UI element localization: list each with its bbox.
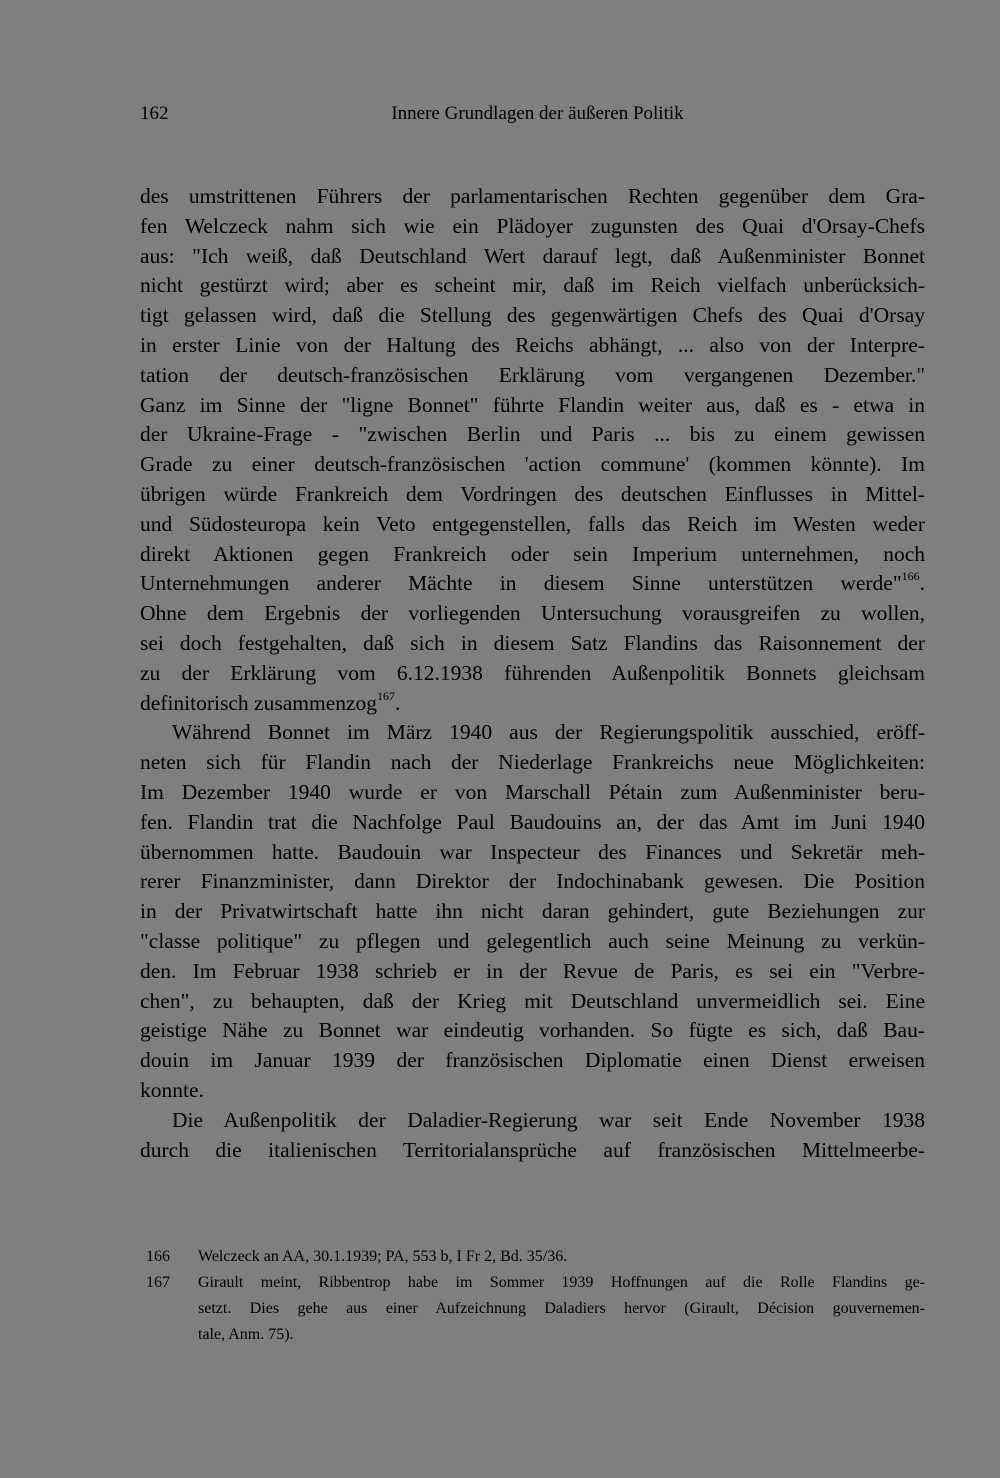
- text-line: Grade zu einer deutsch-französischen 'action commune' (kommen könnte). Im: [140, 452, 925, 477]
- paragraph-start: Während Bonnet im März 1940 aus der Regierungspolitik ausschied, eröff-: [172, 720, 925, 745]
- text-line: aus: "Ich weiß, daß Deutschland Wert darauf legt, daß Außenminister Bonnet: [140, 243, 925, 268]
- text-line: Unternehmungen anderer Mächte in diesem Sinne unterstützen werde": [140, 571, 902, 596]
- text-line: direkt Aktionen gegen Frankreich oder sein Imperium unternehmen, noch: [140, 541, 925, 566]
- text-line: Im Dezember 1940 wurde er von Marschall Pétain zum Außenminister beru-: [140, 779, 925, 804]
- text-line: definitorisch zusammenzog: [140, 690, 378, 715]
- text-line: Ohne dem Ergebnis der vorliegenden Untersuchung vorausgreifen zu wollen,: [140, 601, 925, 626]
- text-line-with-note-167: [140, 689, 925, 719]
- paragraph-start: Die Außenpolitik der Daladier-Regierung war seit Ende November 1938: [172, 1107, 925, 1132]
- footnote-166: [140, 1244, 925, 1270]
- footnote-number: 166: [146, 1248, 170, 1265]
- text-line: übernommen hatte. Baudouin war Inspecteur des Finances und Sekretär meh-: [140, 839, 925, 864]
- page-header: [140, 103, 925, 129]
- text-line: geistige Nähe zu Bonnet war eindeutig vorhanden. So fügte es sich, daß Bau-: [140, 1018, 925, 1043]
- footnote-line: Girault meint, Ribbentrop habe im Sommer 1939 Hoffnungen auf die Rolle Flandins ge-: [198, 1274, 925, 1291]
- text-line: in erster Linie von der Haltung des Reichs abhängt, ... also von der Interpre-: [140, 332, 925, 357]
- text-line: tation der deutsch-französischen Erklärung vom vergangenen Dezember.": [140, 362, 925, 387]
- footnotes: [140, 1244, 925, 1348]
- text-line: in der Privatwirtschaft hatte ihn nicht daran gehindert, gute Beziehungen zur: [140, 899, 925, 924]
- footnote-ref-166: 166: [901, 569, 920, 584]
- text-line: zu der Erklärung vom 6.12.1938 führenden Außenpolitik Bonnets gleichsam: [140, 660, 925, 685]
- text-line: douin im Januar 1939 der französischen Diplomatie einen Dienst erweisen: [140, 1048, 925, 1073]
- text-line: rerer Finanzminister, dann Direktor der Indochinabank gewesen. Die Position: [140, 869, 925, 894]
- text-line: tigt gelassen wird, daß die Stellung des gegenwärtigen Chefs des Quai d'Orsay: [140, 303, 925, 328]
- line-end-period: .: [395, 690, 401, 715]
- text-line: fen Welczeck nahm sich wie ein Plädoyer zugunsten des Quai d'Orsay-Chefs: [140, 213, 925, 238]
- running-title: Innere Grundlagen der äußeren Politik: [391, 103, 684, 124]
- text-line: der Ukraine-Frage - "zwischen Berlin und Paris ... bis zu einem gewissen: [140, 422, 925, 447]
- text-line: den. Im Februar 1938 schrieb er in der Revue de Paris, es sei ein "Verbre-: [140, 958, 925, 983]
- text-line: des umstrittenen Führers der parlamentarischen Rechten gegenüber dem Gra-: [140, 184, 925, 208]
- footnote-line: Welczeck an AA, 30.1.1939; PA, 553 b, I Fr 2, Bd. 35/36.: [198, 1248, 568, 1265]
- footnote-line: setzt. Dies gehe aus einer Aufzeichnung Daladiers hervor (Girault, Décision gouvernemen-: [198, 1300, 925, 1317]
- text-line: sei doch festgehalten, daß sich in diesem Satz Flandins das Raisonnement der: [140, 630, 925, 655]
- text-line: "classe politique" zu pflegen und gelegentlich auch seine Meinung zu verkün-: [140, 928, 925, 953]
- body-text: [140, 182, 925, 1165]
- text-line: übrigen würde Frankreich dem Vordringen des deutschen Einflusses in Mittel-: [140, 481, 925, 506]
- text-line: fen. Flandin trat die Nachfolge Paul Baudouins an, der das Amt im Juni 1940: [140, 809, 925, 834]
- text-line: neten sich für Flandin nach der Niederlage Frankreichs neue Möglichkeiten:: [140, 750, 925, 775]
- footnote-number: 167: [146, 1274, 170, 1291]
- text-line: chen", zu behaupten, daß der Krieg mit Deutschland unvermeidlich sei. Eine: [140, 988, 925, 1013]
- footnote-line: tale, Anm. 75).: [198, 1326, 294, 1343]
- page-number: 162: [140, 103, 169, 124]
- line-end-period: .: [919, 571, 925, 596]
- text-line: durch die italienischen Territorialansprüche auf französischen Mittelmeerbe-: [140, 1137, 925, 1162]
- text-line: und Südosteuropa kein Veto entgegenstellen, falls das Reich im Westen weder: [140, 511, 925, 536]
- footnote-167: [140, 1270, 925, 1348]
- text-line-with-note-166: [140, 569, 925, 599]
- text-line: nicht gestürzt wird; aber es scheint mir, daß im Reich vielfach unberücksich-: [140, 273, 925, 298]
- text-line: Ganz im Sinne der "ligne Bonnet" führte Flandin weiter aus, daß es - etwa in: [140, 392, 925, 417]
- footnote-ref-167: 167: [377, 688, 396, 703]
- text-line: konnte.: [140, 1077, 204, 1102]
